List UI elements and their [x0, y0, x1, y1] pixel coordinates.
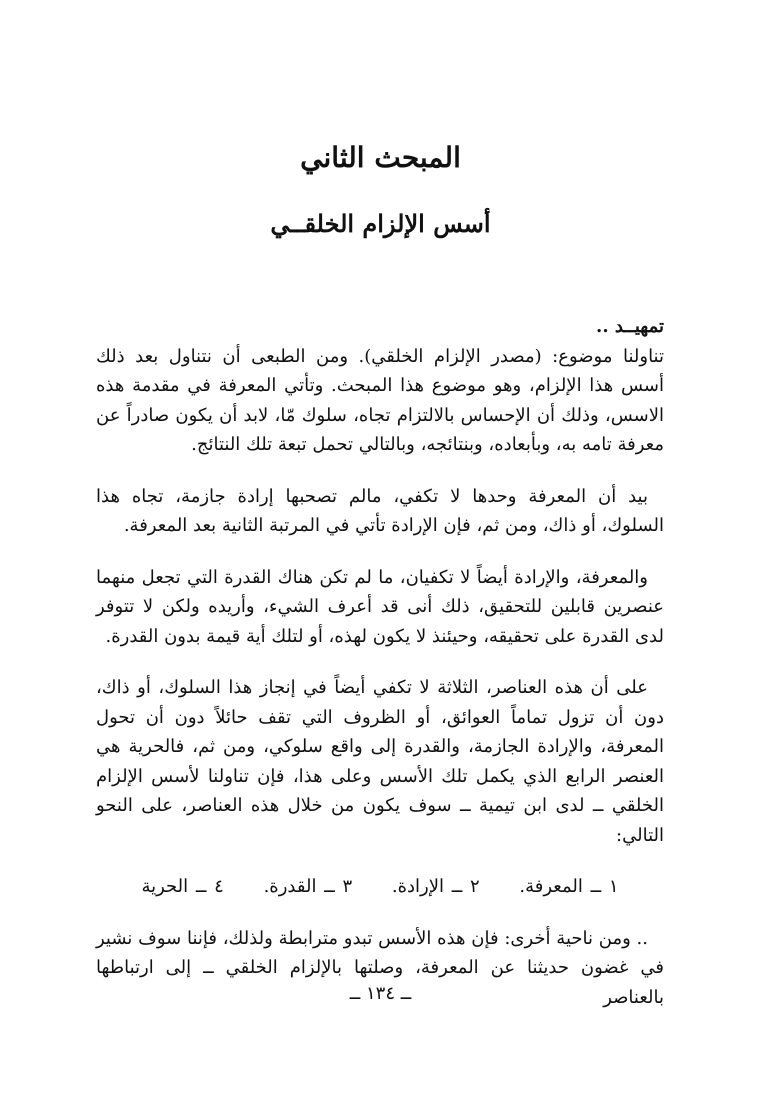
- paragraph-3: والمعرفة، والإرادة أيضاً لا تكفيان، ما لم تكن هناك القدرة التي تجعل منهما عنصرين قابلين للتحقيق، ذلك أنى قد أعرف الشيء، وأريده ولكن لا تتوفر لدى القدرة على تحقيقه، وحيئنذ لا يكون لهذه، أو لتلك أية قيمة بدون القدرة.: [96, 566, 664, 647]
- section-title: المبحث الثاني: [300, 141, 461, 174]
- paragraph-4: على أن هذه العناصر، الثلاثة لا تكفي أيضاً في إنجاز هذا السلوك، أو ذاك، دون أن تزول تماماً العوائق، أو الظروف التي تقف حائلاً دون أن تحول المعرفة، والإرادة الجازمة، والقدرة إلى واقع سلوكي، ومن ثم، فالحرية هي العنصر الرابع الذي يكمل تلك الأسس وعلى هذا، فإن تناولنا لأسس الإلزام الخلقي ــ لدى ابن تيمية ــ سوف يكون من خلال هذه العناصر، على النحو التالي:: [96, 677, 664, 846]
- paragraph-1: تناولنا موضوع: (مصدر الإلزام الخلقي). ومن الطبعى أن نتناول بعد ذلك أسس هذا الإلزام، وهو موضوع هذا المبحث. وتأتي المعرفة في مقدمة هذه الاسس، وذلك أن الإحساس بالالتزام تجاه، سلوك مّا، لابد أن يكون صادراً عن معرفة تامه به، وبأبعاده، وبنتائجه، وبالتالي تحمل تبعة تلك النتائج.: [96, 345, 664, 455]
- body-text: [96, 312, 664, 1034]
- list-item-knowledge: ١ ــ المعرفة.: [519, 876, 619, 897]
- elements-list: [96, 872, 664, 902]
- paragraph-2: بيد أن المعرفة وحدها لا تكفي، مالم تصحبها إرادة جازمة، تجاه هذا السلوك، أو ذاك، ومن ثم، فإن الإرادة تأتي في المرتبة الثانية بعد المعرفة.: [96, 485, 664, 536]
- list-item-freedom: ٤ ــ الحرية: [141, 876, 224, 897]
- list-item-ability: ٣ ــ القدرة.: [263, 876, 353, 897]
- page-number: ــ ١٣٤ ــ: [349, 983, 412, 1004]
- list-item-will: ٢ ــ الإرادة.: [391, 876, 480, 897]
- section-subtitle: أسس الإلزام الخلقــي: [270, 209, 491, 238]
- intro-label: تمهيــد ..: [596, 316, 664, 337]
- closing-paragraph: .. ومن ناحية أخرى: فإن هذه الأسس تبدو مترابطة ولذلك، فإننا سوف نشير في غضون حديثنا عن المعرفة، وصلتها بالإلزام الخلقي ــ إلى ارتباطها بالعناصر: [96, 927, 664, 1008]
